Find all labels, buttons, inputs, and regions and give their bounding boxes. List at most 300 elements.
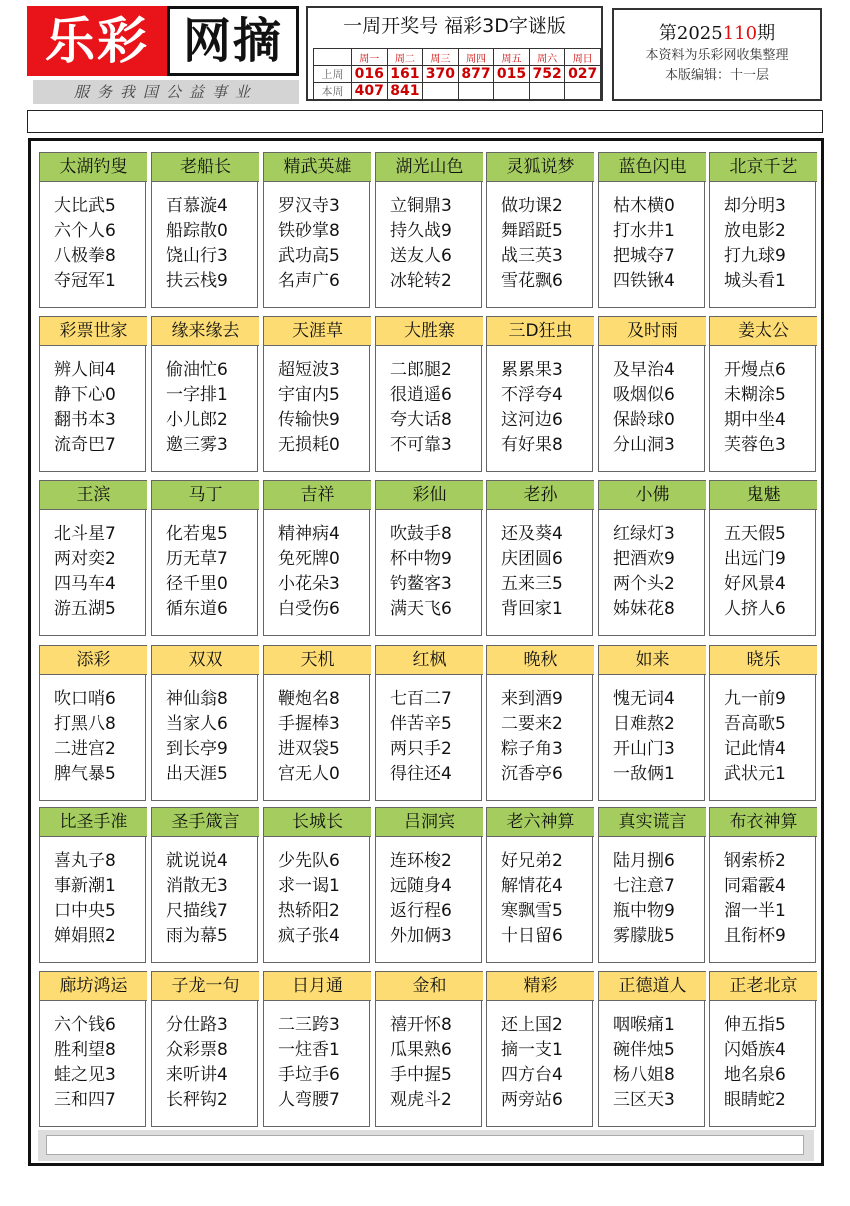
riddle-line: 静下心0: [54, 385, 116, 405]
draw-this-week-row: [314, 83, 601, 100]
riddle-line: 两个头2: [613, 574, 675, 594]
riddle-lines: [390, 849, 452, 949]
riddle-lines: [54, 358, 116, 458]
riddle-line: 小花朵3: [278, 574, 340, 594]
riddle-line: 精神病4: [278, 524, 340, 544]
riddle-line: 不可靠3: [390, 435, 452, 455]
riddle-cell: [39, 316, 146, 472]
draw-number: [494, 83, 530, 100]
draw-number: 161: [387, 66, 423, 83]
draw-day: 周三: [423, 49, 459, 66]
riddle-line: 伸五指5: [724, 1015, 786, 1035]
riddle-lines: [501, 522, 563, 622]
riddle-line: 放电影2: [724, 221, 786, 241]
riddle-line: 饶山行3: [166, 246, 228, 266]
riddle-line: 杨八姐8: [613, 1065, 675, 1085]
riddle-line: 外加俩3: [390, 926, 452, 946]
riddle-lines: [278, 1013, 340, 1113]
riddle-author: 比圣手准: [40, 807, 147, 837]
riddle-line: 宇宙内5: [278, 385, 340, 405]
riddle-cell: [375, 316, 482, 472]
riddle-lines: [390, 1013, 452, 1113]
riddle-lines: [54, 194, 116, 294]
riddle-line: 少先队6: [278, 851, 340, 871]
riddle-line: 闪婚族4: [724, 1040, 786, 1060]
riddle-lines: [501, 849, 563, 949]
riddle-line: 立铜鼎3: [390, 196, 452, 216]
riddle-line: 钓鳌客3: [390, 574, 452, 594]
riddle-lines: [166, 687, 228, 787]
riddle-line: 人弯腰7: [278, 1090, 340, 1110]
riddle-cell: [263, 480, 370, 636]
riddle-author: 湖光山色: [376, 152, 483, 182]
riddle-line: 无损耗0: [278, 435, 340, 455]
weekly-draw-panel: [306, 6, 603, 101]
riddle-line: 粽子角3: [501, 739, 563, 759]
draw-day: 周五: [494, 49, 530, 66]
riddle-author: 小佛: [599, 480, 706, 510]
riddle-line: 两对奕2: [54, 549, 116, 569]
riddle-line: 一敌俩1: [613, 764, 675, 784]
riddle-line: 手垃手6: [278, 1065, 340, 1085]
riddle-line: 返行程6: [390, 901, 452, 921]
riddle-line: 六个人6: [54, 221, 116, 241]
riddle-line: 胜利望8: [54, 1040, 116, 1060]
riddle-cell: [709, 480, 816, 636]
riddle-line: 超短波3: [278, 360, 340, 380]
riddle-line: 武状元1: [724, 764, 786, 784]
issue-number: [614, 22, 820, 46]
riddle-author: 天涯草: [264, 316, 371, 346]
riddle-line: 红绿灯3: [613, 524, 675, 544]
riddle-author: 王滨: [40, 480, 147, 510]
riddle-line: 二三跨3: [278, 1015, 340, 1035]
riddle-cell: [709, 645, 816, 801]
riddle-line: 来到酒9: [501, 689, 563, 709]
draw-corner: [314, 49, 352, 66]
draw-number: 752: [529, 66, 565, 83]
riddle-line: 二要来2: [501, 714, 563, 734]
riddle-line: 期中坐4: [724, 410, 786, 430]
riddle-author: 北京千艺: [710, 152, 817, 182]
riddle-line: 咽喉痛1: [613, 1015, 675, 1035]
riddle-line: 名声广6: [278, 271, 340, 291]
draw-number: 016: [352, 66, 388, 83]
riddle-line: 众彩票8: [166, 1040, 228, 1060]
riddle-line: 三区天3: [613, 1090, 675, 1110]
riddle-line: 未糊涂5: [724, 385, 786, 405]
riddle-author: 姜太公: [710, 316, 817, 346]
riddle-line: 免死牌0: [278, 549, 340, 569]
draw-number: 877: [458, 66, 494, 83]
riddle-line: 战三英3: [501, 246, 563, 266]
riddle-line: 送友人6: [390, 246, 452, 266]
riddle-author: 天机: [264, 645, 371, 675]
riddle-lines: [166, 522, 228, 622]
riddle-cell: [486, 645, 593, 801]
riddle-cell: [151, 807, 258, 963]
riddle-lines: [54, 687, 116, 787]
riddle-cell: [39, 480, 146, 636]
riddle-line: 冰轮转2: [390, 271, 452, 291]
riddle-line: 大比武5: [54, 196, 116, 216]
riddle-author: 灵狐说梦: [487, 152, 594, 182]
riddle-line: 吸烟似6: [613, 385, 675, 405]
riddle-author: 三D狂虫: [487, 316, 594, 346]
riddle-lines: [501, 194, 563, 294]
riddle-author: 廊坊鸿运: [40, 971, 147, 1001]
this-week-label: 本周: [314, 83, 352, 100]
riddle-line: 化若鬼5: [166, 524, 228, 544]
issue-suffix: 期: [757, 23, 776, 44]
logo-red-text: 乐彩: [27, 6, 167, 76]
riddle-line: 满天飞6: [390, 599, 452, 619]
riddle-line: 北斗星7: [54, 524, 116, 544]
riddle-line: 神仙翁8: [166, 689, 228, 709]
riddle-line: 蛙之见3: [54, 1065, 116, 1085]
draw-number: [565, 83, 601, 100]
riddle-line: 疯子张4: [278, 926, 340, 946]
riddle-line: 五天假5: [724, 524, 786, 544]
riddle-author: 布衣神算: [710, 807, 817, 837]
riddle-line: 历无草7: [166, 549, 228, 569]
riddle-lines: [724, 687, 786, 787]
riddle-author: 精彩: [487, 971, 594, 1001]
riddle-lines: [501, 1013, 563, 1113]
riddle-line: 得往还4: [390, 764, 452, 784]
riddle-line: 口中央5: [54, 901, 116, 921]
riddle-line: 好风景4: [724, 574, 786, 594]
riddle-line: 宫无人0: [278, 764, 340, 784]
riddle-lines: [54, 1013, 116, 1113]
logo-black-text: 网摘: [167, 6, 299, 76]
riddle-line: 二郎腿2: [390, 360, 452, 380]
riddle-line: 钢索桥2: [724, 851, 786, 871]
riddle-line: 保龄球0: [613, 410, 675, 430]
riddle-lines: [390, 358, 452, 458]
riddle-lines: [278, 358, 340, 458]
riddle-grid: [28, 138, 824, 1166]
riddle-line: 游五湖5: [54, 599, 116, 619]
riddle-line: 一炷香1: [278, 1040, 340, 1060]
riddle-line: 五来三5: [501, 574, 563, 594]
riddle-line: 七百二7: [390, 689, 452, 709]
riddle-line: 分仕路3: [166, 1015, 228, 1035]
riddle-author: 太湖钓叟: [40, 152, 147, 182]
riddle-line: 邀三雾3: [166, 435, 228, 455]
riddle-cell: [375, 152, 482, 308]
riddle-lines: [390, 194, 452, 294]
riddle-line: 吹鼓手8: [390, 524, 452, 544]
riddle-line: 摘一支1: [501, 1040, 563, 1060]
riddle-author: 老船长: [152, 152, 259, 182]
draw-day: 周一: [352, 49, 388, 66]
riddle-author: 金和: [376, 971, 483, 1001]
riddle-author: 子龙一句: [152, 971, 259, 1001]
riddle-line: 杯中物9: [390, 549, 452, 569]
riddle-line: 还及葵4: [501, 524, 563, 544]
riddle-cell: [263, 316, 370, 472]
riddle-lines: [724, 849, 786, 949]
riddle-author: 精武英雄: [264, 152, 371, 182]
riddle-line: 瓶中物9: [613, 901, 675, 921]
riddle-line: 沉香亭6: [501, 764, 563, 784]
riddle-author: 正德道人: [599, 971, 706, 1001]
draw-number: 407: [352, 83, 388, 100]
riddle-line: 庆团圆6: [501, 549, 563, 569]
riddle-cell: [598, 316, 705, 472]
riddle-line: 且衔杯9: [724, 926, 786, 946]
riddle-cell: [709, 152, 816, 308]
riddle-cell: [486, 807, 593, 963]
riddle-line: 传输快9: [278, 410, 340, 430]
riddle-line: 连环梭2: [390, 851, 452, 871]
riddle-line: 脾气暴5: [54, 764, 116, 784]
last-week-label: 上周: [314, 66, 352, 83]
editor-note: 本版编辑：十一层: [664, 68, 769, 83]
issue-prefix: 第2025: [658, 23, 723, 44]
riddle-line: 记此情4: [724, 739, 786, 759]
riddle-line: 白受伤6: [278, 599, 340, 619]
riddle-author: 大胜寨: [376, 316, 483, 346]
riddle-line: 径千里0: [166, 574, 228, 594]
draw-number: [423, 83, 459, 100]
riddle-line: 禧开怀8: [390, 1015, 452, 1035]
riddle-lines: [724, 194, 786, 294]
riddle-cell: [375, 480, 482, 636]
riddle-line: 扶云栈9: [166, 271, 228, 291]
riddle-author: 晓乐: [710, 645, 817, 675]
riddle-lines: [166, 194, 228, 294]
riddle-cell: [39, 971, 146, 1127]
riddle-line: 四方台4: [501, 1065, 563, 1085]
riddle-line: 背回家1: [501, 599, 563, 619]
draw-number: [458, 83, 494, 100]
riddle-cell: [709, 316, 816, 472]
riddle-line: 铁砂掌8: [278, 221, 340, 241]
riddle-line: 把城夺7: [613, 246, 675, 266]
riddle-line: 把酒欢9: [613, 549, 675, 569]
riddle-line: 枯木横0: [613, 196, 675, 216]
riddle-cell: [151, 316, 258, 472]
riddle-line: 求一谒1: [278, 876, 340, 896]
riddle-lines: [724, 522, 786, 622]
riddle-cell: [151, 480, 258, 636]
riddle-author: 如来: [599, 645, 706, 675]
riddle-cell: [486, 152, 593, 308]
riddle-line: 事新潮1: [54, 876, 116, 896]
logo-slogan: 服务我国公益事业: [33, 80, 299, 104]
riddle-lines: [724, 358, 786, 458]
riddle-line: 喜丸子8: [54, 851, 116, 871]
riddle-line: 远随身4: [390, 876, 452, 896]
riddle-line: 夺冠军1: [54, 271, 116, 291]
riddle-line: 吹口哨6: [54, 689, 116, 709]
riddle-line: 出远门9: [724, 549, 786, 569]
riddle-cell: [263, 152, 370, 308]
riddle-line: 四铁锹4: [613, 271, 675, 291]
riddle-cell: [263, 807, 370, 963]
riddle-line: 八极拳8: [54, 246, 116, 266]
riddle-line: 尺描线7: [166, 901, 228, 921]
riddle-line: 地名泉6: [724, 1065, 786, 1085]
riddle-line: 开熳点6: [724, 360, 786, 380]
riddle-author: 长城长: [264, 807, 371, 837]
riddle-line: 寒飘雪5: [501, 901, 563, 921]
riddle-line: 雾朦胧5: [613, 926, 675, 946]
riddle-author: 老孙: [487, 480, 594, 510]
riddle-lines: [390, 522, 452, 622]
riddle-line: 当家人6: [166, 714, 228, 734]
riddle-line: 百慕漩4: [166, 196, 228, 216]
riddle-cell: [151, 645, 258, 801]
draw-number: [529, 83, 565, 100]
issue-number-value: 110: [722, 23, 758, 44]
riddle-line: 循东道6: [166, 599, 228, 619]
riddle-lines: [166, 1013, 228, 1113]
riddle-cell: [151, 971, 258, 1127]
riddle-line: 解情花4: [501, 876, 563, 896]
riddle-line: 手握棒3: [278, 714, 340, 734]
riddle-line: 雪花飘6: [501, 271, 563, 291]
riddle-cell: [375, 807, 482, 963]
riddle-line: 六个钱6: [54, 1015, 116, 1035]
riddle-author: 晚秋: [487, 645, 594, 675]
draw-day: 周日: [565, 49, 601, 66]
riddle-cell: [375, 645, 482, 801]
bottom-bar: [38, 1130, 814, 1161]
riddle-line: 二进宫2: [54, 739, 116, 759]
riddle-line: 夸大话8: [390, 410, 452, 430]
riddle-line: 偷油忙6: [166, 360, 228, 380]
draw-day: 周六: [529, 49, 565, 66]
riddle-line: 同霜霰4: [724, 876, 786, 896]
riddle-author: 真实谎言: [599, 807, 706, 837]
riddle-lines: [278, 849, 340, 949]
riddle-line: 两只手2: [390, 739, 452, 759]
riddle-line: 来听讲4: [166, 1065, 228, 1085]
riddle-author: 马丁: [152, 480, 259, 510]
riddle-cell: [151, 152, 258, 308]
riddle-line: 伴苦辛5: [390, 714, 452, 734]
riddle-line: 七注意7: [613, 876, 675, 896]
riddle-line: 人挤人6: [724, 599, 786, 619]
riddle-cell: [39, 645, 146, 801]
riddle-line: 流奇巴7: [54, 435, 116, 455]
banner-bar: [27, 110, 823, 133]
riddle-line: 眼睛蛇2: [724, 1090, 786, 1110]
riddle-line: 溜一半1: [724, 901, 786, 921]
riddle-line: 鞭炮名8: [278, 689, 340, 709]
riddle-line: 消散无3: [166, 876, 228, 896]
riddle-author: 添彩: [40, 645, 147, 675]
riddle-line: 就说说4: [166, 851, 228, 871]
riddle-line: 城头看1: [724, 271, 786, 291]
riddle-line: 九一前9: [724, 689, 786, 709]
riddle-author: 蓝色闪电: [599, 152, 706, 182]
riddle-lines: [613, 358, 675, 458]
riddle-cell: [598, 807, 705, 963]
riddle-line: 热轿阳2: [278, 901, 340, 921]
riddle-author: 彩票世家: [40, 316, 147, 346]
riddle-author: 缘来缘去: [152, 316, 259, 346]
riddle-line: 日难熬2: [613, 714, 675, 734]
riddle-cell: [598, 480, 705, 636]
riddle-line: 出天涯5: [166, 764, 228, 784]
riddle-lines: [501, 687, 563, 787]
riddle-cell: [375, 971, 482, 1127]
draw-number: 015: [494, 66, 530, 83]
draw-days-row: [314, 49, 601, 66]
riddle-line: 持久战9: [390, 221, 452, 241]
riddle-line: 打水井1: [613, 221, 675, 241]
riddle-author: 鬼魅: [710, 480, 817, 510]
riddle-cell: [598, 152, 705, 308]
riddle-lines: [613, 522, 675, 622]
riddle-lines: [724, 1013, 786, 1113]
riddle-cell: [263, 971, 370, 1127]
riddle-line: 两旁站6: [501, 1090, 563, 1110]
riddle-author: 日月通: [264, 971, 371, 1001]
riddle-line: 及早治4: [613, 360, 675, 380]
riddle-lines: [278, 522, 340, 622]
riddle-cell: [709, 807, 816, 963]
riddle-lines: [613, 849, 675, 949]
riddle-line: 很逍遥6: [390, 385, 452, 405]
riddle-line: 辨人间4: [54, 360, 116, 380]
draw-day: 周四: [458, 49, 494, 66]
riddle-line: 手中握5: [390, 1065, 452, 1085]
source-note: 本资料为乐彩网收集整理: [645, 48, 789, 63]
riddle-line: 婵娟照2: [54, 926, 116, 946]
riddle-line: 不浮夸4: [501, 385, 563, 405]
riddle-line: 长秤钩2: [166, 1090, 228, 1110]
riddle-line: 翻书本3: [54, 410, 116, 430]
riddle-line: 罗汉寺3: [278, 196, 340, 216]
riddle-line: 好兄弟2: [501, 851, 563, 871]
riddle-cell: [709, 971, 816, 1127]
riddle-line: 这河边6: [501, 410, 563, 430]
riddle-lines: [278, 194, 340, 294]
riddle-cell: [39, 152, 146, 308]
bottom-bar-inner: [46, 1135, 804, 1155]
riddle-author: 及时雨: [599, 316, 706, 346]
riddle-cell: [39, 807, 146, 963]
riddle-lines: [390, 687, 452, 787]
riddle-author: 吕洞宾: [376, 807, 483, 837]
riddle-line: 做功课2: [501, 196, 563, 216]
draw-last-week-row: [314, 66, 601, 83]
riddle-cell: [486, 971, 593, 1127]
riddle-lines: [613, 194, 675, 294]
riddle-line: 舞蹈跹5: [501, 221, 563, 241]
riddle-line: 姊妹花8: [613, 599, 675, 619]
riddle-line: 却分明3: [724, 196, 786, 216]
riddle-author: 双双: [152, 645, 259, 675]
riddle-line: 观虎斗2: [390, 1090, 452, 1110]
riddle-lines: [166, 849, 228, 949]
riddle-lines: [166, 358, 228, 458]
site-logo[interactable]: [27, 6, 299, 104]
riddle-line: 愧无词4: [613, 689, 675, 709]
riddle-line: 小儿郎2: [166, 410, 228, 430]
riddle-line: 船踪散0: [166, 221, 228, 241]
draw-number: 370: [423, 66, 459, 83]
riddle-cell: [598, 971, 705, 1127]
riddle-line: 有好果8: [501, 435, 563, 455]
riddle-lines: [54, 849, 116, 949]
riddle-author: 红枫: [376, 645, 483, 675]
